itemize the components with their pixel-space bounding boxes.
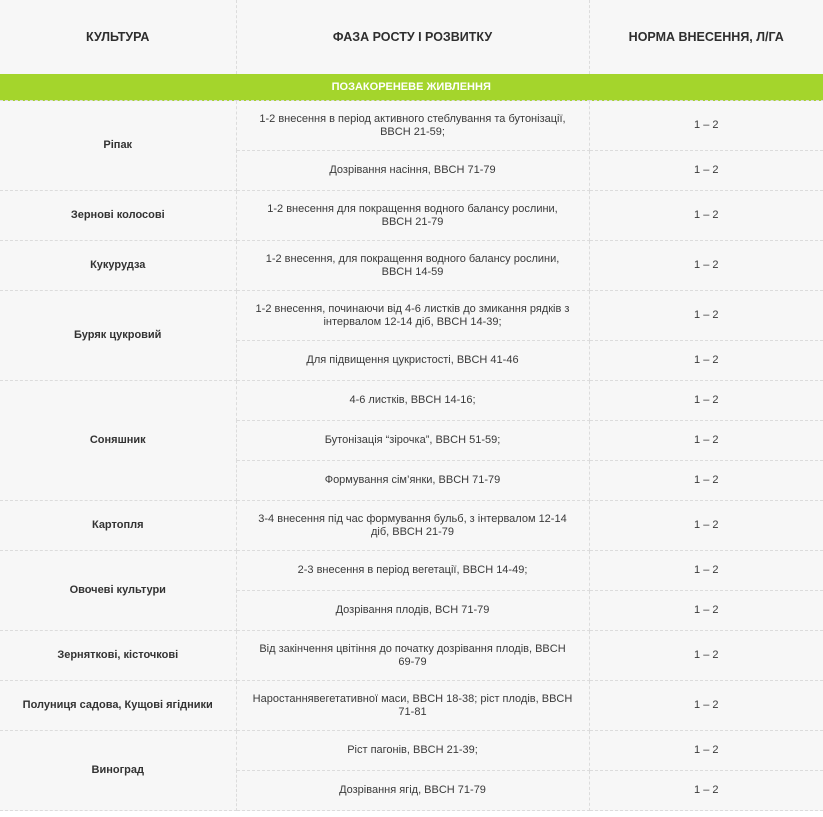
application-rate: 1 – 2 xyxy=(589,421,823,461)
table-row xyxy=(0,191,823,241)
section-row xyxy=(0,74,823,101)
crop-name: Виноград xyxy=(0,731,236,811)
growth-phase: 1-2 внесення для покращення водного балансу рослини, BBCH 21-79 xyxy=(236,191,589,241)
application-rate: 1 – 2 xyxy=(589,461,823,501)
application-rate: 1 – 2 xyxy=(589,631,823,681)
application-rate: 1 – 2 xyxy=(589,501,823,551)
growth-phase: Формування сім’янки, BBCH 71-79 xyxy=(236,461,589,501)
table-row xyxy=(0,731,823,771)
crop-name: Картопля xyxy=(0,501,236,551)
header-rate: НОРМА ВНЕСЕННЯ, Л/ГА xyxy=(628,30,784,44)
crop-name: Зерняткові, кісточкові xyxy=(0,631,236,681)
table-row xyxy=(0,631,823,681)
growth-phase: 3-4 внесення під час формування бульб, з інтервалом 12-14 діб, BBCH 21-79 xyxy=(236,501,589,551)
growth-phase: Наростаннявегетативної маси, BBCH 18-38; ріст плодів, BBCH 71-81 xyxy=(236,681,589,731)
crop-name: Ріпак xyxy=(0,101,236,191)
table-row xyxy=(0,291,823,341)
table-row xyxy=(0,241,823,291)
growth-phase: 2-3 внесення в період вегетації, BBCH 14-49; xyxy=(236,551,589,591)
growth-phase: 4-6 листків, BBCH 14-16; xyxy=(236,381,589,421)
table-row xyxy=(0,501,823,551)
application-rate: 1 – 2 xyxy=(589,291,823,341)
header-phase: ФАЗА РОСТУ І РОЗВИТКУ xyxy=(236,0,589,74)
application-rate: 1 – 2 xyxy=(589,591,823,631)
growth-phase: 1-2 внесення, для покращення водного балансу рослини, BBCH 14-59 xyxy=(236,241,589,291)
application-rate: 1 – 2 xyxy=(589,151,823,191)
crop-name: Полуниця садова, Кущові ягідники xyxy=(0,681,236,731)
crop-name: Зернові колосові xyxy=(0,191,236,241)
growth-phase: Для підвищення цукристості, BBCH 41-46 xyxy=(236,341,589,381)
application-rate: 1 – 2 xyxy=(589,241,823,291)
header-crop: КУЛЬТУРА xyxy=(0,0,236,74)
growth-phase: Дозрівання плодів, BCH 71-79 xyxy=(236,591,589,631)
growth-phase: Дозрівання насіння, BBCH 71-79 xyxy=(236,151,589,191)
growth-phase: Дозрівання ягід, BBCH 71-79 xyxy=(236,771,589,811)
crop-name: Овочеві культури xyxy=(0,551,236,631)
application-rate: 1 – 2 xyxy=(589,381,823,421)
crop-name: Соняшник xyxy=(0,381,236,501)
growth-phase: Бутонізація “зірочка”, BBCH 51-59; xyxy=(236,421,589,461)
application-rate: 1 – 2 xyxy=(589,681,823,731)
table-row xyxy=(0,101,823,151)
application-rate: 1 – 2 xyxy=(589,191,823,241)
growth-phase: 1-2 внесення, починаючи від 4-6 листків до змикання рядків з інтервалом 12-14 діб, BBCH 14-39; xyxy=(236,291,589,341)
growth-phase: Від закінчення цвітіння до початку дозрівання плодів, BBCH 69-79 xyxy=(236,631,589,681)
growth-phase: 1-2 внесення в період активного стеблування та бутонізації, BBCH 21-59; xyxy=(236,101,589,151)
application-rate: 1 – 2 xyxy=(589,341,823,381)
table-body xyxy=(0,74,823,811)
table-row xyxy=(0,381,823,421)
application-rate: 1 – 2 xyxy=(589,551,823,591)
table-row xyxy=(0,681,823,731)
crop-name: Буряк цукровий xyxy=(0,291,236,381)
application-rate: 1 – 2 xyxy=(589,731,823,771)
growth-phase: Ріст пагонів, BBCH 21-39; xyxy=(236,731,589,771)
section-title: ПОЗАКОРЕНЕВЕ ЖИВЛЕННЯ xyxy=(0,74,823,101)
table-header xyxy=(0,0,823,74)
crop-name: Кукурудза xyxy=(0,241,236,291)
table-row xyxy=(0,551,823,591)
application-rate: 1 – 2 xyxy=(589,101,823,151)
application-rate: 1 – 2 xyxy=(589,771,823,811)
